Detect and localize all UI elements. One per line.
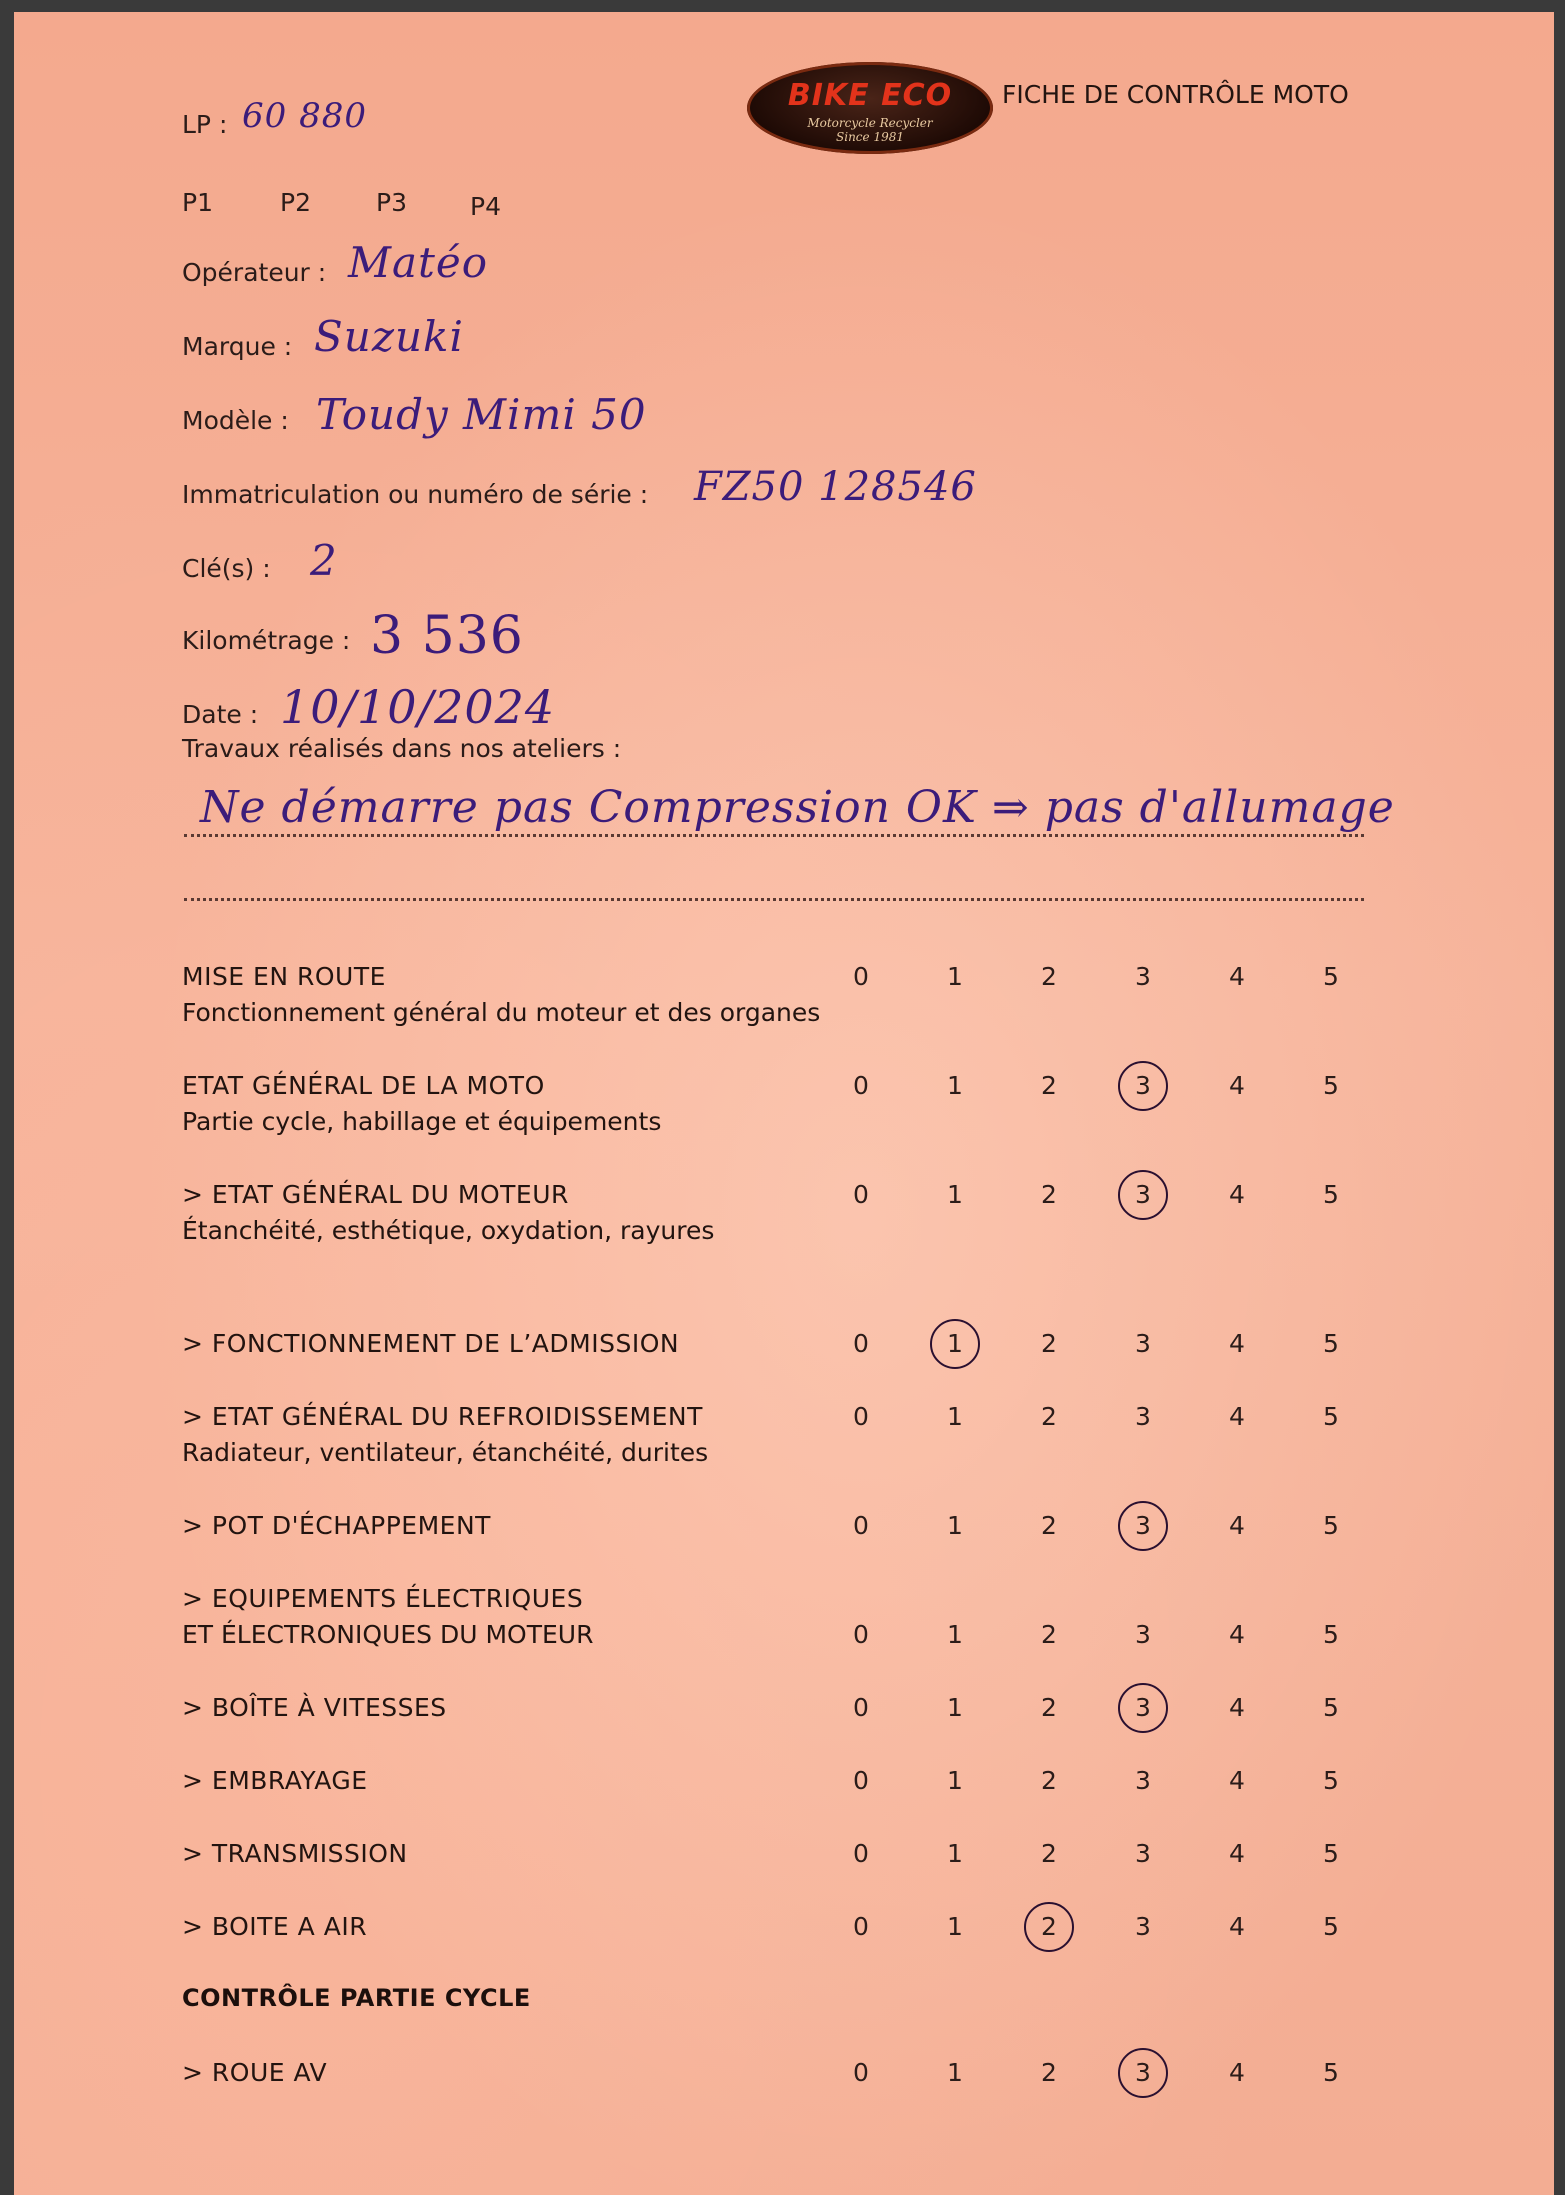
check-row-1-selected-circle xyxy=(1118,1061,1168,1111)
check-row-6-score-0: 0 xyxy=(853,1620,869,1649)
position-p4: P4 xyxy=(470,192,501,221)
check-row-1-score-3: 3 xyxy=(1135,1071,1151,1100)
immat-label: Immatriculation ou numéro de série : xyxy=(182,480,649,509)
check-row-7-selected-circle xyxy=(1118,1683,1168,1733)
check-row-2-title: > ETAT GÉNÉRAL DU MOTEUR xyxy=(182,1180,569,1209)
check-row-0-score-2: 2 xyxy=(1041,962,1057,991)
check-row-6-score-5: 5 xyxy=(1323,1620,1339,1649)
check-row-9-score-2: 2 xyxy=(1041,1839,1057,1868)
check-row-0-title: MISE EN ROUTE xyxy=(182,962,386,991)
check-row-8-score-2: 2 xyxy=(1041,1766,1057,1795)
check-row-9-score-3: 3 xyxy=(1135,1839,1151,1868)
check-row-8-score-1: 1 xyxy=(947,1766,963,1795)
check-row-9-score-5: 5 xyxy=(1323,1839,1339,1868)
bike-eco-logo xyxy=(747,62,993,154)
logo-since: Since 1981 xyxy=(836,130,904,144)
check-row-8-score-0: 0 xyxy=(853,1766,869,1795)
check-row-5-score-5: 5 xyxy=(1323,1511,1339,1540)
check-row-2-subtitle: Étanchéité, esthétique, oxydation, rayures xyxy=(182,1216,715,1245)
check-row-0-score-3: 3 xyxy=(1135,962,1151,991)
check-row-2-score-3: 3 xyxy=(1135,1180,1151,1209)
check-row-3-title: > FONCTIONNEMENT DE L’ADMISSION xyxy=(182,1329,680,1358)
check-row-9-score-0: 0 xyxy=(853,1839,869,1868)
check-row-0-score-1: 1 xyxy=(947,962,963,991)
position-p2: P2 xyxy=(280,188,311,217)
check-row-5-selected-circle xyxy=(1118,1501,1168,1551)
check-row-2-score-1: 1 xyxy=(947,1180,963,1209)
check-row-6-subtitle: ET ÉLECTRONIQUES DU MOTEUR xyxy=(182,1620,594,1649)
check-row-6-score-1: 1 xyxy=(947,1620,963,1649)
modele-value: Toudy Mimi 50 xyxy=(316,390,647,439)
check-row-1-score-4: 4 xyxy=(1229,1071,1245,1100)
travaux-label: Travaux réalisés dans nos ateliers : xyxy=(182,734,622,763)
check-row-10-score-0: 0 xyxy=(853,1912,869,1941)
check-row-9-title: > TRANSMISSION xyxy=(182,1839,408,1868)
check-row-3-score-1: 1 xyxy=(947,1329,963,1358)
check-row-1-score-5: 5 xyxy=(1323,1071,1339,1100)
check-row-1-score-2: 2 xyxy=(1041,1071,1057,1100)
check-row-10-score-4: 4 xyxy=(1229,1912,1245,1941)
check-row-1-subtitle: Partie cycle, habillage et équipements xyxy=(182,1107,662,1136)
operateur-value: Matéo xyxy=(348,238,489,287)
check-row-8-score-4: 4 xyxy=(1229,1766,1245,1795)
date-value: 10/10/2024 xyxy=(280,680,556,734)
check-row-5-score-4: 4 xyxy=(1229,1511,1245,1540)
check-row-7-score-0: 0 xyxy=(853,1693,869,1722)
check-row-3-score-5: 5 xyxy=(1323,1329,1339,1358)
check-row-3-score-3: 3 xyxy=(1135,1329,1151,1358)
check-row-4-score-1: 1 xyxy=(947,1402,963,1431)
check-row-4-score-0: 0 xyxy=(853,1402,869,1431)
check-row-2-score-0: 0 xyxy=(853,1180,869,1209)
check-row-2-selected-circle xyxy=(1118,1170,1168,1220)
check-row-0-subtitle: Fonctionnement général du moteur et des organes xyxy=(182,998,821,1027)
lp-value: 60 880 xyxy=(242,96,367,136)
check-row-8-score-3: 3 xyxy=(1135,1766,1151,1795)
check-row-4-title: > ETAT GÉNÉRAL DU REFROIDISSEMENT xyxy=(182,1402,703,1431)
logo-brand: BIKE ECO xyxy=(787,78,953,113)
check-row-10-title: > BOITE A AIR xyxy=(182,1912,368,1941)
position-p1: P1 xyxy=(182,188,213,217)
cycle-row-0-score-4: 4 xyxy=(1229,2058,1245,2087)
cycle-row-0-score-1: 1 xyxy=(947,2058,963,2087)
marque-label: Marque : xyxy=(182,332,293,361)
cycle-row-0-score-2: 2 xyxy=(1041,2058,1057,2087)
operateur-label: Opérateur : xyxy=(182,258,327,287)
check-row-3-score-4: 4 xyxy=(1229,1329,1245,1358)
check-row-6-score-2: 2 xyxy=(1041,1620,1057,1649)
check-row-0-score-5: 5 xyxy=(1323,962,1339,991)
check-row-6-score-4: 4 xyxy=(1229,1620,1245,1649)
check-row-3-score-0: 0 xyxy=(853,1329,869,1358)
travaux-line-1 xyxy=(184,834,1364,837)
travaux-value: Ne démarre pas Compression OK ⇒ pas d'allumage xyxy=(200,782,1395,833)
marque-value: Suzuki xyxy=(314,312,464,361)
cles-label: Clé(s) : xyxy=(182,554,271,583)
check-row-4-score-5: 5 xyxy=(1323,1402,1339,1431)
check-row-5-score-1: 1 xyxy=(947,1511,963,1540)
check-row-10-score-2: 2 xyxy=(1041,1912,1057,1941)
check-row-2-score-2: 2 xyxy=(1041,1180,1057,1209)
check-row-8-score-5: 5 xyxy=(1323,1766,1339,1795)
cycle-row-0-title: > ROUE AV xyxy=(182,2058,328,2087)
check-row-4-subtitle: Radiateur, ventilateur, étanchéité, durites xyxy=(182,1438,709,1467)
control-sheet xyxy=(14,12,1554,2195)
modele-label: Modèle : xyxy=(182,406,289,435)
check-row-6-score-3: 3 xyxy=(1135,1620,1151,1649)
check-row-8-title: > EMBRAYAGE xyxy=(182,1766,368,1795)
km-value: 3 536 xyxy=(370,606,524,666)
check-row-1-score-1: 1 xyxy=(947,1071,963,1100)
cycle-row-0-selected-circle xyxy=(1118,2048,1168,2098)
check-row-7-score-4: 4 xyxy=(1229,1693,1245,1722)
check-row-1-title: ETAT GÉNÉRAL DE LA MOTO xyxy=(182,1071,545,1100)
check-row-2-score-5: 5 xyxy=(1323,1180,1339,1209)
check-row-4-score-2: 2 xyxy=(1041,1402,1057,1431)
check-row-10-score-1: 1 xyxy=(947,1912,963,1941)
page-title: FICHE DE CONTRÔLE MOTO xyxy=(1002,80,1349,109)
check-row-5-score-0: 0 xyxy=(853,1511,869,1540)
cycle-row-0-score-5: 5 xyxy=(1323,2058,1339,2087)
check-row-0-score-4: 4 xyxy=(1229,962,1245,991)
section-cycle-title: CONTRÔLE PARTIE CYCLE xyxy=(182,1984,531,2012)
cycle-row-0-score-0: 0 xyxy=(853,2058,869,2087)
check-row-6-title: > EQUIPEMENTS ÉLECTRIQUES xyxy=(182,1584,584,1613)
check-row-5-score-2: 2 xyxy=(1041,1511,1057,1540)
check-row-4-score-3: 3 xyxy=(1135,1402,1151,1431)
check-row-1-score-0: 0 xyxy=(853,1071,869,1100)
check-row-2-score-4: 4 xyxy=(1229,1180,1245,1209)
position-p3: P3 xyxy=(376,188,407,217)
check-row-7-score-5: 5 xyxy=(1323,1693,1339,1722)
check-row-7-title: > BOÎTE À VITESSES xyxy=(182,1693,447,1722)
cles-value: 2 xyxy=(310,536,338,585)
lp-label: LP : xyxy=(182,110,228,139)
check-row-7-score-1: 1 xyxy=(947,1693,963,1722)
check-row-4-score-4: 4 xyxy=(1229,1402,1245,1431)
check-row-0-score-0: 0 xyxy=(853,962,869,991)
check-row-3-selected-circle xyxy=(930,1319,980,1369)
check-row-7-score-3: 3 xyxy=(1135,1693,1151,1722)
check-row-10-score-3: 3 xyxy=(1135,1912,1151,1941)
immat-value: FZ50 128546 xyxy=(694,464,977,510)
check-row-5-title: > POT D'ÉCHAPPEMENT xyxy=(182,1511,491,1540)
check-row-9-score-4: 4 xyxy=(1229,1839,1245,1868)
check-row-10-score-5: 5 xyxy=(1323,1912,1339,1941)
travaux-line-2 xyxy=(184,898,1364,901)
check-row-3-score-2: 2 xyxy=(1041,1329,1057,1358)
logo-tagline: Motorcycle Recycler xyxy=(807,116,933,130)
check-row-9-score-1: 1 xyxy=(947,1839,963,1868)
check-row-7-score-2: 2 xyxy=(1041,1693,1057,1722)
cycle-row-0-score-3: 3 xyxy=(1135,2058,1151,2087)
check-row-10-selected-circle xyxy=(1024,1902,1074,1952)
check-row-5-score-3: 3 xyxy=(1135,1511,1151,1540)
date-label: Date : xyxy=(182,700,259,729)
km-label: Kilométrage : xyxy=(182,626,351,655)
